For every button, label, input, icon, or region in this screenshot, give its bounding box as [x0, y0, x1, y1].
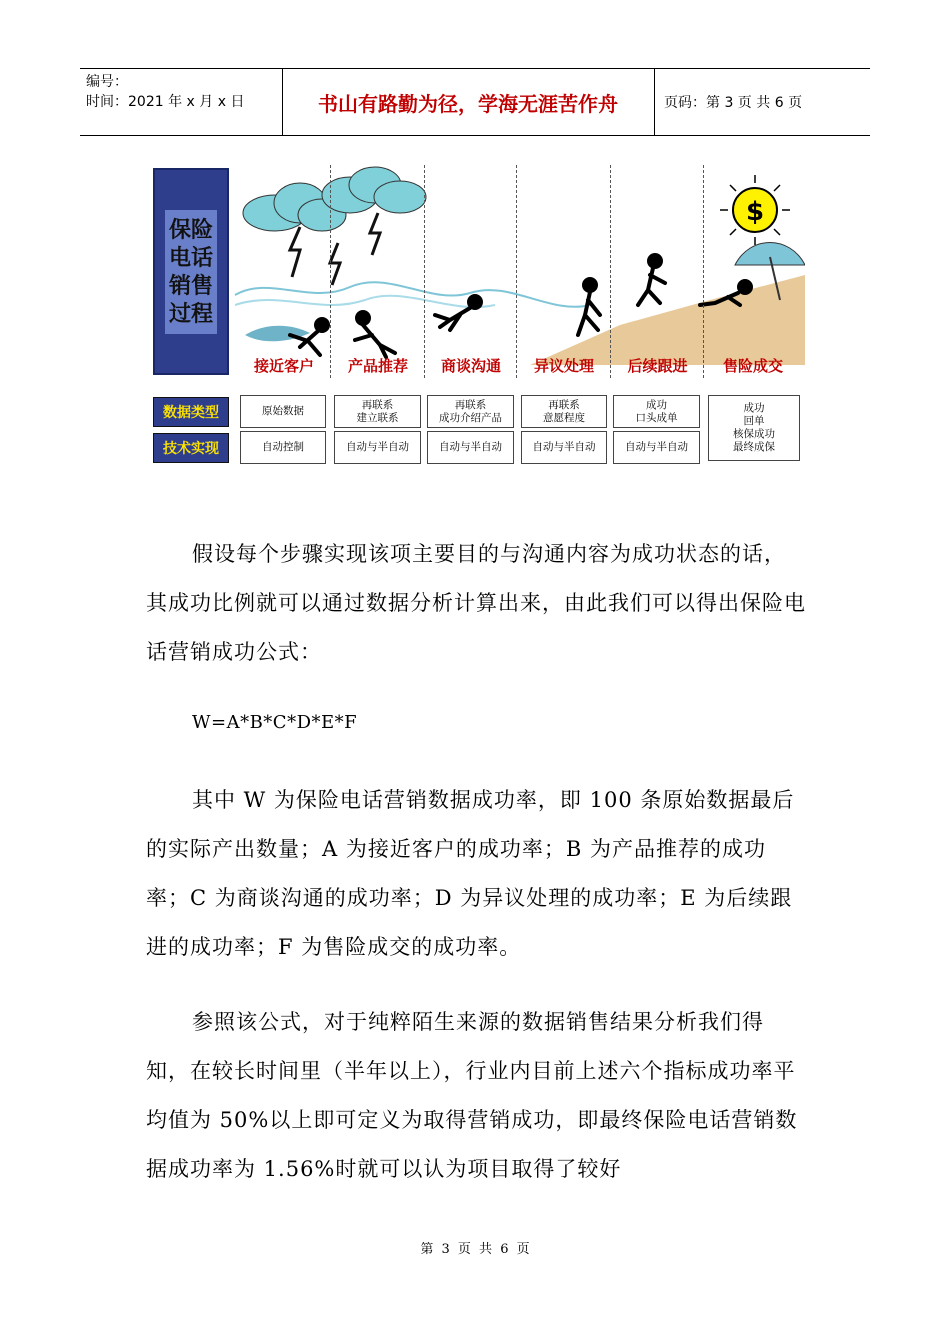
stage-close: 售险成交: [722, 357, 783, 375]
lightning-icon: [330, 243, 340, 285]
wave: [235, 296, 495, 307]
storm-cloud-right: [322, 167, 426, 213]
sales-process-diagram: [150, 165, 805, 470]
data-type-cell: 原始数据: [240, 395, 326, 428]
lightning-icon: [370, 213, 380, 255]
data-type-cell: 成功 回单 核保成功 最终成保: [708, 395, 800, 461]
header-divider: [654, 68, 655, 136]
side-title: 保险电话销售过程: [165, 210, 217, 334]
stage-objection: 异议处理: [533, 357, 594, 375]
paragraph-1: 假设每个步骤实现该项主要目的与沟通内容为成功状态的话，其成功比例就可以通过数据分析计算出来，由此我们可以得出保险电话营销成功公式：: [146, 542, 806, 664]
stage-divider: [424, 165, 425, 378]
stage-divider: [516, 165, 517, 378]
header-page-label: 页码：第 3 页 共 6 页: [664, 95, 803, 111]
tech-cell: 自动与半自动: [334, 431, 421, 464]
wave: [235, 282, 590, 307]
data-type-cell: 再联系 建立联系: [334, 395, 421, 428]
data-type-cell: 再联系 意愿程度: [521, 395, 607, 428]
side-title-box: [153, 168, 229, 375]
data-type-cell: 再联系 成功介绍产品: [427, 395, 514, 428]
page-footer: 第 3 页 共 6 页: [420, 1242, 530, 1257]
sand-hill: [530, 275, 805, 365]
time-label: 时间：2021 年 x 月 x 日: [86, 94, 245, 110]
row-label-data-type: 数据类型: [153, 397, 229, 427]
tech-cell: 自动与半自动: [427, 431, 514, 464]
data-type-cell: 成功 口头成单: [613, 395, 700, 428]
formula: W=A*B*C*D*E*F: [192, 712, 358, 733]
paragraph-2: 其中 W 为保险电话营销数据成功率，即 100 条原始数据最后的实际产出数量；A 为接近客户的成功率；B 为产品推荐的成功率；C 为商谈沟通的成功率；D 为异议处理的成功率；E 为后续跟进的成功率；F 为售险成交的成功率。: [146, 788, 795, 959]
paragraph-3: 参照该公式，对于纯粹陌生来源的数据销售结果分析我们得知，在较长时间里（半年以上），行业内目前上述六个指标成功率平均值为 50%以上即可定义为取得营销成功，即最终保险电话营销数据成功率为 1.56%时就可以认为项目取得了较好: [146, 1010, 798, 1181]
stage-divider: [610, 165, 611, 378]
stage-recommend: 产品推荐: [347, 357, 408, 375]
stick-figure: [638, 255, 665, 305]
stage-approach: 接近客户: [253, 357, 314, 375]
umbrella-icon: [735, 243, 805, 266]
stick-figure: [435, 296, 481, 330]
lightning-icon: [290, 227, 300, 277]
tech-cell: 自动控制: [240, 431, 326, 464]
tech-cell: 自动与半自动: [521, 431, 607, 464]
stage-followup: 后续跟进: [627, 357, 688, 375]
process-illustration: [150, 165, 805, 380]
tech-cell: 自动与半自动: [613, 431, 700, 464]
number-label: 编号：: [86, 74, 128, 90]
stick-figure: [355, 312, 395, 357]
header-meta: [86, 72, 244, 112]
row-label-tech: 技术实现: [153, 433, 229, 463]
stick-figure: [290, 319, 328, 355]
header-motto: 书山有路勤为径，学海无涯苦作舟: [318, 91, 618, 116]
dollar-sign: $: [745, 197, 765, 227]
stage-negotiate: 商谈沟通: [440, 357, 501, 375]
stage-divider: [703, 165, 704, 378]
stage-divider: [330, 165, 331, 378]
sun-dollar-icon: [720, 175, 790, 245]
